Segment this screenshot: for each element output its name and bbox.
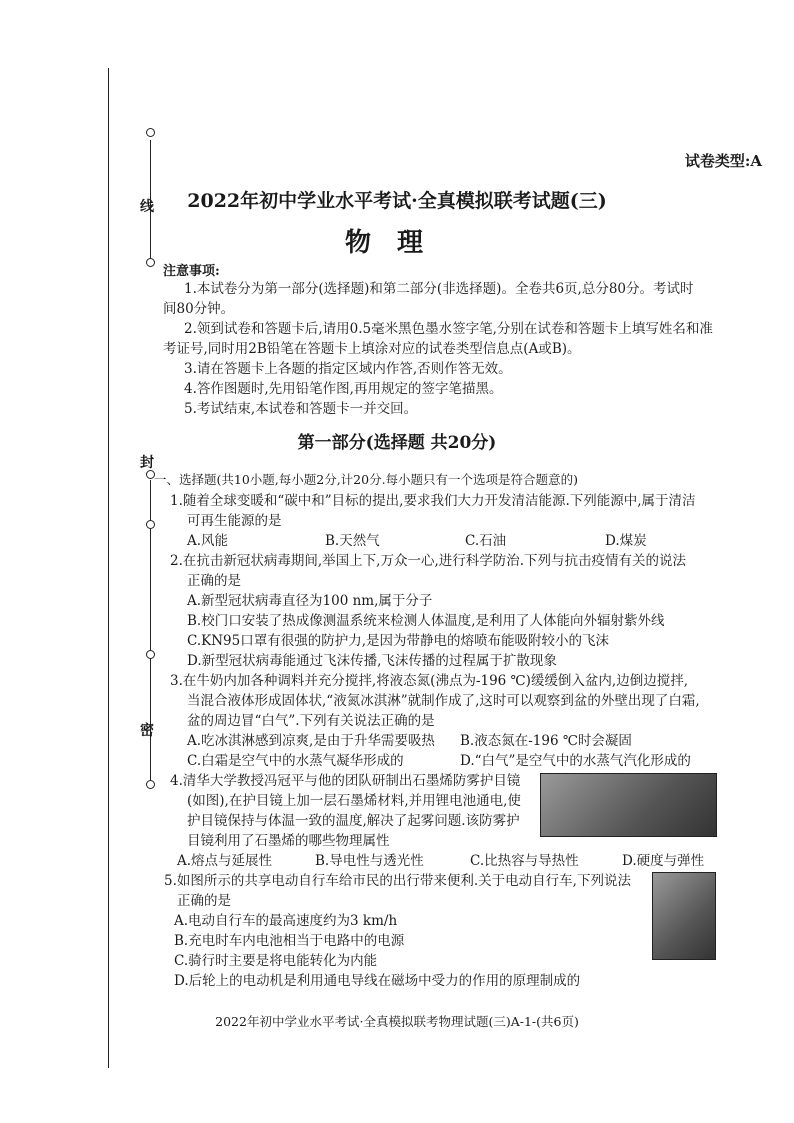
binding-hole (146, 258, 155, 267)
option-d: D.新型冠状病毒能通过飞沫传播,飞沫传播的过程属于扩散现象 (187, 653, 557, 669)
option-d: D.硬度与弹性 (622, 853, 705, 869)
question-stem: 4.清华大学教授冯冠平与他的团队研制出石墨烯防雾护目镜 (170, 773, 521, 789)
note-line: 4.答作图题时,先用铅笔作图,再用规定的签字笔描黑。 (184, 381, 503, 397)
binding-label-line: 线 (140, 199, 154, 215)
binding-label-seal: 封 (140, 455, 154, 471)
binding-line (108, 68, 109, 1068)
option-d: D.后轮上的电动机是利用通电导线在磁场中受力的作用的原理制成的 (174, 973, 581, 989)
question-stem: 5.如图所示的共享电动自行车给市民的出行带来便利.关于电动自行车,下列说法 (164, 873, 631, 889)
option-c: C.骑行时主要是将电能转化为内能 (174, 953, 378, 969)
option-c: C.比热容与导热性 (470, 853, 579, 869)
subject-title: 物理 (344, 228, 449, 258)
note-line: 1.本试卷分为第一部分(选择题)和第二部分(非选择题)。全卷共6页,总分80分。考试时 (184, 281, 694, 297)
option-d: D.“白气”是空气中的水蒸气汽化形成的 (460, 753, 691, 769)
question-stem: 可再生能源的是 (187, 513, 282, 529)
bicycle-photo (652, 872, 716, 960)
goggles-photo (540, 773, 717, 837)
binding-hole (146, 128, 155, 137)
page-footer: 2022年初中学业水平考试·全真模拟联考物理试题(三)A-1-(共6页) (215, 1014, 579, 1029)
question-stem: 2.在抗击新冠状病毒期间,举国上下,万众一心,进行科学防治.下列与抗击疫情有关的说法 (170, 553, 687, 569)
binding-hole (146, 780, 155, 789)
question-stem: 当混合液体形成固体状,“液氮冰淇淋”就制作成了,这时可以观察到盆的外壁出现了白霜, (187, 693, 700, 709)
part-title: 第一部分(选择题 共20分) (297, 433, 497, 453)
option-b: B.充电时车内电池相当于电路中的电源 (174, 933, 405, 949)
question-stem: 护目镜保持与体温一致的温度,解决了起雾问题.该防雾护 (187, 813, 520, 829)
binding-hole (146, 520, 155, 529)
question-stem: 1.随着全球变暖和“碳中和”目标的提出,要求我们大力开发清洁能源.下列能源中,属于清洁 (170, 493, 696, 509)
option-a: A.吃冰淇淋感到凉爽,是由于升华需要吸热 (187, 733, 435, 749)
section-intro: 一、选择题(共10小题,每小题2分,计20分.每小题只有一个选项是符合题意的) (154, 472, 578, 487)
option-d: D.煤炭 (605, 533, 647, 549)
note-line: 考证号,同时用2B铅笔在答题卡上填涂对应的试卷类型信息点(A或B)。 (163, 341, 581, 357)
notes-heading: 注意事项: (163, 264, 220, 279)
option-c: C.石油 (465, 533, 507, 549)
binding-label-secret: 密 (140, 723, 154, 739)
option-a: A.熔点与延展性 (177, 853, 273, 869)
question-stem: 盆的周边冒“白气”.下列有关说法正确的是 (187, 713, 435, 729)
question-stem: 正确的是 (177, 893, 231, 909)
option-a: A.新型冠状病毒直径为100 nm,属于分子 (187, 593, 433, 609)
option-b: B.导电性与透光性 (315, 853, 424, 869)
question-stem: 目镜利用了石墨烯的哪些物理属性 (187, 833, 390, 849)
option-a: A.电动自行车的最高速度约为3 km/h (174, 913, 398, 929)
binding-hole (146, 650, 155, 659)
question-stem: 正确的是 (187, 573, 241, 589)
note-line: 2.领到试卷和答题卡后,请用0.5毫米黑色墨水签字笔,分别在试卷和答题卡上填写姓名和准 (184, 321, 713, 337)
note-line: 5.考试结束,本试卷和答题卡一并交回。 (184, 401, 418, 417)
paper-type: 试卷类型:A (684, 152, 762, 170)
option-c: C.白霜是空气中的水蒸气凝华形成的 (187, 753, 404, 769)
exam-title: 2022年初中学业水平考试·全真模拟联考试题(三) (187, 190, 607, 212)
question-stem: (如图),在护目镜上加一层石墨烯材料,并用锂电池通电,使 (187, 793, 521, 809)
question-stem: 3.在牛奶内加各种调料并充分搅拌,将液态氮(沸点为-196 ℃)缓缓倒入盆内,边倒边搅拌, (170, 673, 689, 689)
option-b: B.校门口安装了热成像测温系统来检测人体温度,是利用了人体能向外辐射紫外线 (187, 613, 665, 629)
option-b: B.天然气 (325, 533, 380, 549)
option-c: C.KN95口罩有很强的防护力,是因为带静电的熔喷布能吸附较小的飞沫 (187, 633, 610, 649)
option-a: A.风能 (187, 533, 229, 549)
note-line: 间80分钟。 (163, 301, 235, 317)
option-b: B.液态氮在-196 ℃时会凝固 (460, 733, 632, 749)
note-line: 3.请在答题卡上各题的指定区域内作答,否则作答无效。 (184, 361, 512, 377)
